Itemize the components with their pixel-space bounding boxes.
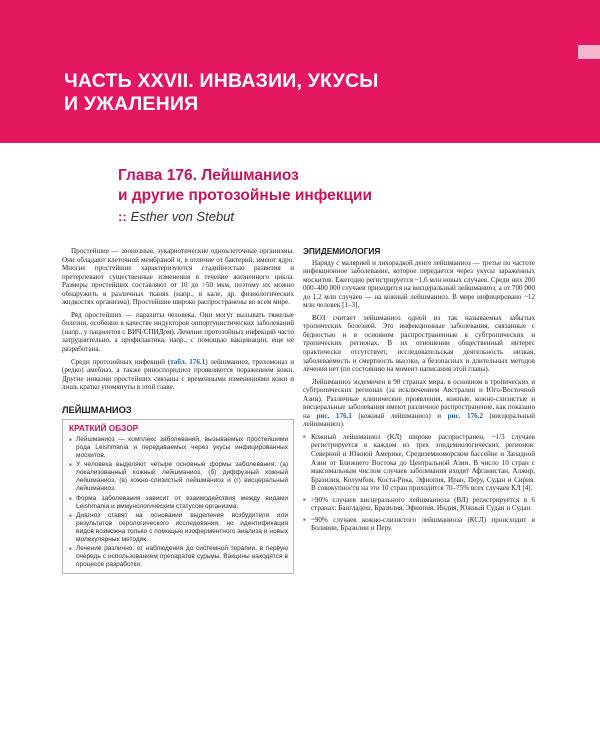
chapter-title bbox=[118, 166, 478, 206]
intro-paragraph-1: Простейшие — зоонозные, эукариотические одноклеточные организмы. Они обладают клеточной мембраной и, в отличие от бактерий, имеют ядро. Многие простейшие характеризуются стадийностью развития и претерпевают существенные изменения в течение жизненного цикла. Размеры простейших составляют от 10 до >50 мкм, поэтому их можно обнаружить в различных тканях (напр., в кале, др. физиологических жидкостях организма). Простейшие широко распространены во всем мире. bbox=[62, 247, 294, 307]
summary-item: ■ Лейшманиоз — комплекс заболеваний, вызываемых простейшими рода Leishmania и передаваемых через укусы инфицированных москитов. bbox=[69, 436, 288, 460]
section-tab bbox=[578, 45, 600, 59]
epi-list-item: ■ ~90% случаев кожно-слизистого лейшманиоза (КСЛ) происходит в Боливии, Бразилии и Перу. bbox=[303, 516, 535, 533]
part-title-line-2: И УЖАЛЕНИЯ bbox=[64, 93, 199, 115]
figure-176-2-link[interactable]: рис. 176.2 bbox=[447, 411, 483, 420]
leishmaniasis-heading: ЛЕЙШМАНИОЗ bbox=[62, 404, 132, 415]
epi-paragraph-2: ВОЗ считает лейшманиоз одной из так называемых забытых тропических болезней. Это инфекционные заболевания, связанные с бедностью и в основном распространенные в субтропических и тропических регионах. В их отношении общественный интерес практически отсутствует, исследовательская деятельность низкая, заболеваемость и смертность высоки, а безопасных и длительных методов лечения нет (по состоянию на момент написания этой главы). bbox=[303, 313, 535, 374]
part-title bbox=[64, 70, 524, 116]
left-column bbox=[62, 247, 294, 574]
epi-p3-text-a: Лейшманиоз эндемичен в 90 странах мира, в основном в тропических и субтропических регионах (за исключением Австралии и Юго-Восточной Азии). Различные клинические проявления, кожные, кожно-слизистые и висцеральные заболевания имеют различное распространение, как показано на bbox=[303, 377, 535, 420]
epi-paragraph-3 bbox=[303, 378, 535, 429]
epi-p3-text-b: (кожный лейшманиоз) и bbox=[351, 411, 448, 420]
epi-paragraph-1: Наряду с малярией и лихорадкой денге лейшманиоз — третье по частоте инфекционное заболевание, которое передается через укусы зараженных москитов. Ежегодно регистрируется ~1,6 млн новых случаев. Среди них 200 000–400 000 случаев приходится на висцеральный лейшманиоз, а от 700 000 до 1,2 млн случаев — на кожный лейшманиоз. В мире инфицировано ~12 млн человек [1–3]. bbox=[303, 258, 535, 310]
epi-p3-text-c: (висцеральный лейшманиоз). bbox=[303, 411, 535, 429]
table-176-1-link[interactable]: табл. 176.1 bbox=[170, 357, 206, 366]
chapter-title-line-2: и другие протозойные инфекции bbox=[118, 187, 373, 204]
summary-item: ■ Форма заболевания зависит от взаимодействия между видами Leishmania и иммунологическим статусом организма. bbox=[69, 495, 288, 511]
part-banner bbox=[0, 0, 600, 143]
intro-paragraph-2: Ряд простейших — паразиты человека. Они могут вызывать тяжелые болезни, особенно в качестве индукторов оппортунистических заболеваний (напр., у пациентов с ВИЧ/СПИДом). Лечение протозойных инфекций часто затруднительно, а профилактика, напр., с помощью вакцинации, еще не разработана. bbox=[62, 310, 295, 354]
author-marker: :: bbox=[118, 209, 127, 224]
chapter-title-line-1: Глава 176. Лейшманиоз bbox=[118, 167, 299, 184]
summary-title: КРАТКИЙ ОБЗОР bbox=[69, 423, 139, 434]
figure-176-1-link[interactable]: рис. 176.1 bbox=[316, 411, 352, 420]
intro-p3-text-a: Среди протозойных инфекций ( bbox=[71, 357, 171, 366]
summary-item: ■ Лечение различно: от наблюдения до системной терапии, в первую очередь с использованием препаратов сурьмы. Вакцины находятся в процессе разработки. bbox=[69, 545, 288, 569]
intro-p3-text-b: ) лейшманиоз, трихомоназ и (редко) амебиаз, а также риноспоридиоз проявляются поражением кожи. Другие инвазии простейших связаны с временными изменениями кожи и лишь кратко упомянуты в этой главе. bbox=[62, 357, 294, 392]
epi-list-item: ■ Кожный лейшманиоз (КЛ) широко распространен, ~1/3 случаев регистрируется в каждом из трех эпидемиологических регионов: Северной и Южной Америке, Средиземноморском бассейне и Западной Азии от Ближнего Востока до Центральной Азии. В число 10 стран с максимальным числом случаев заболевания входят Афганистан, Алжир, Бразилия, Колумбия, Коста-Рика, Эфиопия, Иран, Перу, Судан и Сирия. В совокупности на эти 10 стран приходится 70–75% всех случаев КЛ [4]. bbox=[303, 433, 535, 493]
intro-paragraph-3 bbox=[62, 358, 294, 392]
summary-box bbox=[62, 419, 294, 574]
summary-item: ■ Диагноз ставят на основании выделения возбудителя или результатов серологического исследования, но идентификация видов возможна только с помощью изоферментного анализа и новых молекулярных методик. bbox=[69, 512, 288, 544]
epi-list bbox=[303, 433, 535, 533]
part-title-line-1: ЧАСТЬ XXVII. ИНВАЗИИ, УКУСЫ bbox=[64, 70, 379, 92]
epi-list-item: ■ >90% случаев висцерального лейшманиоза (ВЛ) регистрируется в 6 странах: Бангладеш, Бразилия, Эфиопия, Индия, Южный Судан и Судан. bbox=[303, 496, 535, 513]
chapter-author bbox=[118, 209, 234, 224]
summary-item: ■ У человека выделяют четыре основные формы заболевания: (а) локализованный кожный лейшманиоз, (б) диффузный кожный лейшманиоз, (в) кожно-слизистый лейшманиоз и (г) висцеральный лейшманиоз. bbox=[69, 461, 288, 493]
author-name: Esther von Stebut bbox=[130, 209, 235, 224]
summary-list bbox=[69, 436, 288, 570]
epidemiology-heading: ЭПИДЕМИОЛОГИЯ bbox=[303, 246, 381, 256]
right-column bbox=[303, 247, 535, 536]
